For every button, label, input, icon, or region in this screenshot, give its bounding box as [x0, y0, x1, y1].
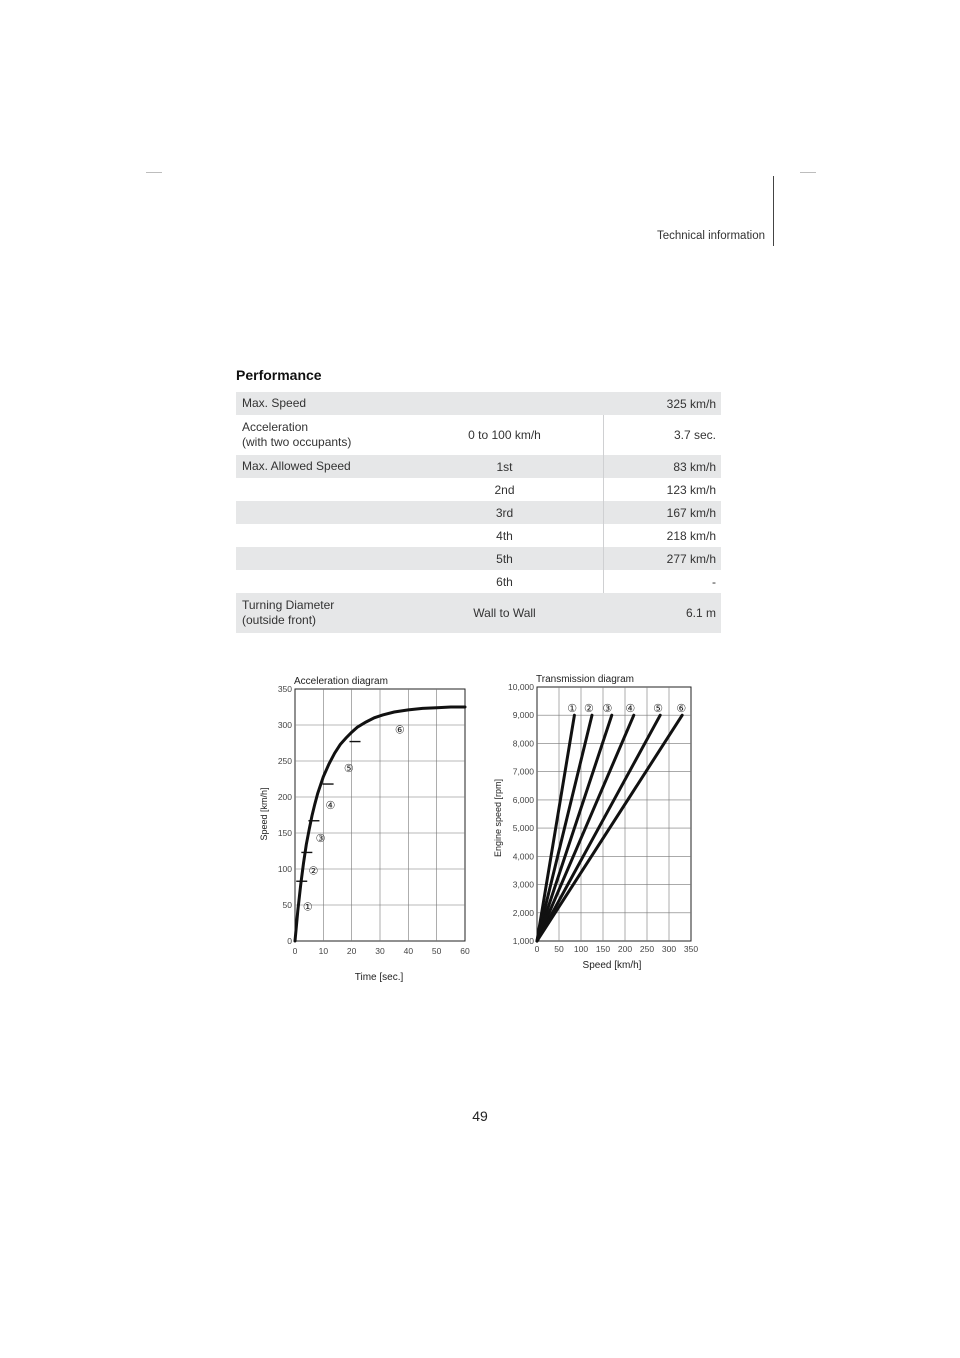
- row-condition: 1st: [496, 459, 513, 474]
- x-tick-label: 20: [346, 946, 357, 956]
- row-value: -: [603, 570, 721, 593]
- row-condition: 4th: [496, 528, 513, 543]
- header-rule: [773, 176, 774, 246]
- x-tick-label: 300: [661, 944, 677, 954]
- y-tick-label: 8,000: [512, 738, 534, 749]
- gear-label: ⑤: [653, 703, 663, 716]
- table-row: [236, 392, 721, 415]
- table-row: [236, 593, 721, 633]
- running-header: Technical information: [656, 230, 765, 242]
- x-axis-label: Speed [km/h]: [582, 960, 642, 971]
- row-value: 167 km/h: [603, 501, 721, 524]
- y-tick-label: 1,000: [512, 936, 534, 946]
- gear-label: ③: [315, 833, 326, 846]
- crop-mark-right: [800, 172, 816, 173]
- y-tick-label: 0: [287, 936, 292, 946]
- gear-label: ①: [567, 703, 578, 716]
- row-value: 3.7 sec.: [603, 415, 721, 455]
- gear-label: ⑤: [343, 763, 354, 776]
- table-row: [236, 415, 721, 455]
- crop-mark-left: [146, 172, 162, 173]
- row-condition: 6th: [496, 574, 513, 589]
- y-tick-label: 7,000: [512, 766, 534, 777]
- table-row: [236, 455, 721, 478]
- y-tick-label: 250: [277, 756, 292, 766]
- table-row: [236, 478, 721, 501]
- x-tick-label: 100: [573, 944, 589, 954]
- x-axis-label: Time [sec.]: [354, 972, 404, 983]
- x-tick-label: 50: [431, 946, 442, 956]
- x-tick-label: 40: [403, 946, 414, 956]
- table-row: [236, 501, 721, 524]
- y-tick-label: 350: [277, 684, 292, 694]
- row-condition: Wall to Wall: [473, 606, 536, 620]
- acceleration-diagram: [250, 668, 480, 983]
- x-tick-label: 350: [683, 944, 699, 954]
- row-label: Acceleration (with two occupants): [242, 420, 352, 449]
- row-value: 6.1 m: [685, 606, 716, 620]
- gear-label: ④: [625, 703, 636, 716]
- y-tick-label: 150: [277, 828, 292, 838]
- y-tick-label: 3,000: [512, 879, 534, 890]
- table-row: [236, 570, 721, 593]
- y-tick-label: 5,000: [512, 823, 534, 834]
- page-number: 49: [472, 1108, 488, 1124]
- row-value: 325 km/h: [666, 396, 716, 411]
- x-tick-label: 10: [318, 946, 329, 956]
- x-tick-label: 60: [460, 946, 470, 956]
- gear-label: ④: [325, 799, 336, 812]
- gear-label: ③: [602, 703, 613, 716]
- chart-title: Acceleration diagram: [294, 676, 388, 687]
- x-tick-label: 30: [375, 946, 385, 956]
- table-row: [236, 524, 721, 547]
- chart-title: Transmission diagram: [536, 674, 634, 685]
- x-tick-label: 0: [534, 944, 540, 954]
- row-label: Turning Diameter (outside front): [242, 598, 335, 627]
- row-condition: 3rd: [495, 505, 514, 520]
- x-tick-label: 150: [595, 944, 611, 954]
- row-value: 218 km/h: [603, 524, 721, 547]
- y-tick-label: 9,000: [512, 710, 534, 721]
- row-condition: 2nd: [494, 482, 515, 497]
- x-tick-label: 250: [639, 944, 655, 954]
- y-axis-label: Speed [km/h]: [259, 787, 269, 841]
- row-value: 83 km/h: [603, 455, 721, 478]
- row-condition: 0 to 100 km/h: [468, 428, 541, 442]
- gear-label: ⑥: [394, 724, 405, 737]
- row-condition: 5th: [496, 551, 513, 566]
- gear-label: ②: [308, 865, 319, 878]
- y-tick-label: 50: [282, 900, 292, 910]
- y-axis-label: Engine speed [rpm]: [493, 778, 503, 858]
- transmission-diagram: [488, 668, 718, 983]
- x-tick-label: 0: [292, 946, 298, 956]
- row-label: Max. Allowed Speed: [242, 459, 351, 473]
- row-value: 123 km/h: [603, 478, 721, 501]
- performance-table: [236, 392, 721, 633]
- table-row: [236, 547, 721, 570]
- gear-label: ②: [583, 703, 594, 716]
- x-tick-label: 200: [617, 944, 633, 954]
- section-title: Performance: [236, 367, 322, 383]
- y-tick-label: 6,000: [512, 794, 534, 805]
- y-tick-label: 2,000: [512, 907, 534, 918]
- row-value: 277 km/h: [603, 547, 721, 570]
- x-tick-label: 50: [554, 944, 564, 954]
- y-tick-label: 4,000: [512, 851, 534, 862]
- y-tick-label: 200: [277, 792, 292, 802]
- y-tick-label: 300: [277, 720, 292, 730]
- y-tick-label: 100: [277, 864, 292, 874]
- gear-label: ⑥: [676, 703, 687, 716]
- y-tick-label: 10,000: [508, 682, 534, 692]
- gear-label: ①: [302, 901, 313, 914]
- row-label: Max. Speed: [242, 396, 307, 410]
